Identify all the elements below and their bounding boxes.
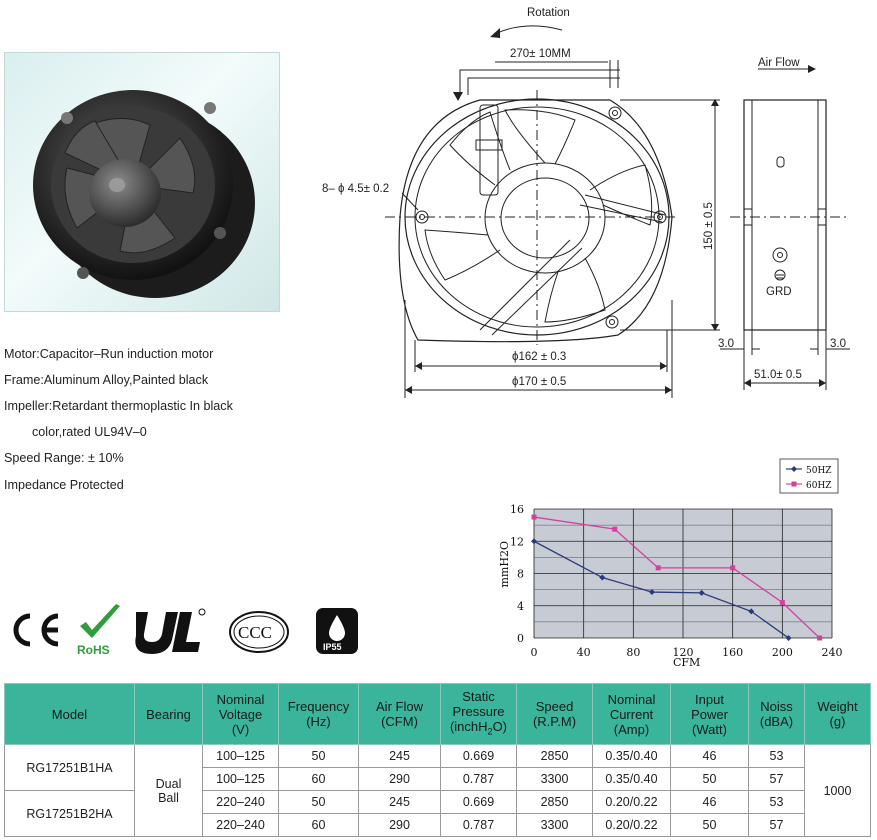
power-cell: 50 bbox=[671, 768, 749, 791]
series-point-60HZ bbox=[817, 636, 822, 641]
performance-chart bbox=[490, 455, 870, 675]
noise-cell: 53 bbox=[749, 791, 805, 814]
spec-impedance: Impedance Protected bbox=[4, 478, 124, 492]
speed-cell: 3300 bbox=[517, 814, 593, 837]
airflow-cell: 245 bbox=[359, 791, 441, 814]
chart-x-label: CFM bbox=[673, 656, 701, 669]
current-cell: 0.35/0.40 bbox=[593, 745, 671, 768]
series-point-60HZ bbox=[730, 565, 735, 570]
pressure-cell: 0.787 bbox=[441, 814, 517, 837]
pressure-cell: 0.669 bbox=[441, 791, 517, 814]
spec-impeller: Impeller:Retardant thermoplastic In black bbox=[4, 399, 233, 413]
speed-cell: 2850 bbox=[517, 791, 593, 814]
frequency-cell: 60 bbox=[279, 768, 359, 791]
frequency-cell: 60 bbox=[279, 814, 359, 837]
header-airflow: Air Flow (CFM) bbox=[359, 684, 441, 745]
noise-cell: 57 bbox=[749, 814, 805, 837]
noise-cell: 57 bbox=[749, 768, 805, 791]
right-offset-label: 3.0 bbox=[830, 338, 846, 350]
series-point-60HZ bbox=[612, 527, 617, 532]
outer-diameter-label: ϕ170 ± 0.5 bbox=[512, 376, 567, 388]
airflow-arrow bbox=[808, 65, 816, 73]
header-speed: Speed (R.P.M) bbox=[517, 684, 593, 745]
x-tick-label: 80 bbox=[626, 646, 641, 659]
spec-frame: Frame:Aluminum Alloy,Painted black bbox=[4, 373, 209, 387]
rohs-logo bbox=[76, 604, 124, 658]
ip55-text: IP55 bbox=[323, 642, 342, 652]
current-cell: 0.35/0.40 bbox=[593, 768, 671, 791]
height-dimension-label: 150 ± 0.5 bbox=[703, 202, 715, 250]
bearing-cell: Dual Ball bbox=[135, 745, 203, 837]
legend-label: 60HZ bbox=[806, 481, 832, 491]
inner-diameter-label: ϕ162 ± 0.3 bbox=[512, 351, 567, 363]
ce-logo bbox=[6, 610, 66, 650]
speed-cell: 2850 bbox=[517, 745, 593, 768]
x-tick-label: 120 bbox=[672, 646, 694, 659]
front-view-drawing bbox=[300, 0, 730, 405]
table-row bbox=[5, 745, 871, 768]
model-cell: RG17251B1HA bbox=[5, 745, 135, 791]
voltage-cell: 100–125 bbox=[203, 768, 279, 791]
series-point-60HZ bbox=[780, 600, 785, 605]
current-cell: 0.20/0.22 bbox=[593, 791, 671, 814]
depth-label: 51.0± 0.5 bbox=[754, 369, 802, 381]
ip55-logo bbox=[316, 608, 358, 654]
airflow-cell: 290 bbox=[359, 814, 441, 837]
header-noise: Noiss (dBA) bbox=[749, 684, 805, 745]
y-tick-label: 0 bbox=[517, 632, 524, 645]
speed-cell: 3300 bbox=[517, 768, 593, 791]
series-point-60HZ bbox=[656, 565, 661, 570]
voltage-cell: 220–240 bbox=[203, 814, 279, 837]
x-tick-label: 40 bbox=[576, 646, 591, 659]
header-current: Nominal Current (Amp) bbox=[593, 684, 671, 745]
chart-y-label: mmH2O bbox=[498, 541, 511, 588]
legend-marker bbox=[792, 482, 797, 487]
airflow-cell: 245 bbox=[359, 745, 441, 768]
y-tick-label: 8 bbox=[517, 567, 524, 581]
chart-legend bbox=[780, 459, 838, 493]
y-tick-label: 4 bbox=[517, 599, 524, 613]
ul-logo bbox=[134, 606, 208, 656]
x-tick-label: 0 bbox=[530, 646, 538, 659]
noise-cell: 53 bbox=[749, 745, 805, 768]
pressure-cell: 0.669 bbox=[441, 745, 517, 768]
series-point-60HZ bbox=[532, 515, 537, 520]
voltage-cell: 220–240 bbox=[203, 791, 279, 814]
frequency-cell: 50 bbox=[279, 791, 359, 814]
power-cell: 46 bbox=[671, 791, 749, 814]
spec-table bbox=[4, 683, 871, 837]
ground-label: GRD bbox=[766, 286, 792, 298]
ccc-text: CCC bbox=[238, 623, 273, 642]
current-cell: 0.20/0.22 bbox=[593, 814, 671, 837]
rotation-arrow-head bbox=[490, 28, 500, 38]
x-tick-label: 160 bbox=[722, 646, 744, 659]
spec-impeller-cont: color,rated UL94V–0 bbox=[4, 425, 147, 439]
airflow-cell: 290 bbox=[359, 768, 441, 791]
frequency-cell: 50 bbox=[279, 745, 359, 768]
power-cell: 46 bbox=[671, 745, 749, 768]
header-weight: Weight (g) bbox=[805, 684, 871, 745]
left-offset-label: 3.0 bbox=[718, 338, 734, 350]
x-tick-label: 200 bbox=[771, 646, 793, 659]
header-bearing: Bearing bbox=[135, 684, 203, 745]
x-tick-label: 240 bbox=[821, 646, 843, 659]
header-model: Model bbox=[5, 684, 135, 745]
power-cell: 50 bbox=[671, 814, 749, 837]
model-cell: RG17251B2HA bbox=[5, 791, 135, 837]
fan-photo-illustration bbox=[5, 53, 279, 311]
spec-motor: Motor:Capacitor–Run induction motor bbox=[4, 347, 214, 361]
ccc-logo bbox=[228, 610, 292, 654]
rohs-text: RoHS bbox=[77, 643, 110, 657]
y-tick-label: 16 bbox=[510, 503, 524, 516]
header-frequency: Frequency (Hz) bbox=[279, 684, 359, 745]
spec-speed-range: Speed Range: ± 10% bbox=[4, 451, 124, 465]
pressure-cell: 0.787 bbox=[441, 768, 517, 791]
table-row bbox=[5, 791, 871, 814]
airflow-label: Air Flow bbox=[758, 57, 800, 69]
header-voltage: Nominal Voltage (V) bbox=[203, 684, 279, 745]
mounting-holes-label: 8– ϕ 4.5± 0.2 bbox=[322, 183, 390, 195]
header-pressure: Static Pressure (inchH$_2$O) bbox=[441, 684, 517, 745]
header-power: Input Power (Watt) bbox=[671, 684, 749, 745]
rotation-arrow bbox=[495, 26, 562, 34]
voltage-cell: 100–125 bbox=[203, 745, 279, 768]
cable-length-label: 270± 10MM bbox=[510, 48, 571, 60]
legend-label: 50HZ bbox=[806, 466, 832, 476]
y-tick-label: 12 bbox=[510, 535, 524, 549]
weight-cell: 1000 bbox=[805, 745, 871, 837]
product-photo bbox=[4, 52, 280, 312]
rotation-label: Rotation bbox=[527, 7, 570, 19]
side-view-drawing bbox=[700, 55, 877, 395]
